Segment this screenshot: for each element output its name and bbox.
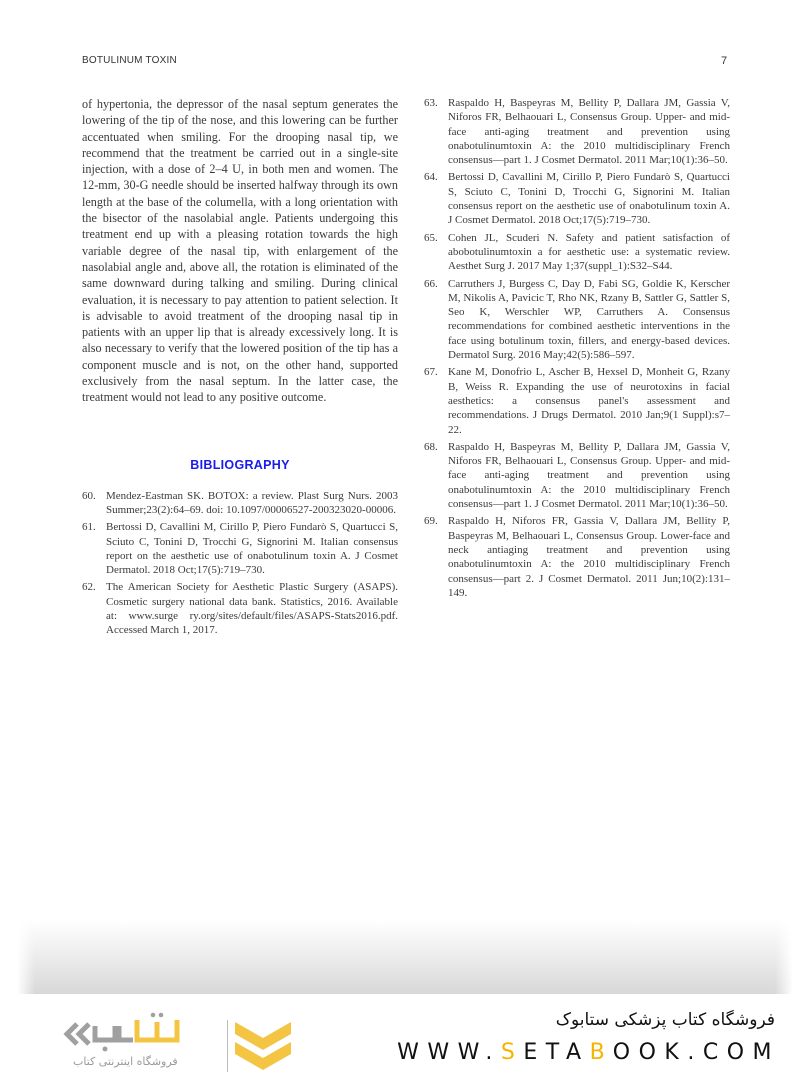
reference-number: 63. [424,97,438,109]
page-number: 7 [721,55,728,67]
reference-text: Kane M, Donofrio L, Ascher B, Hexsel D, Monheit G, Rzany B, Weiss R. Expanding the use of neurotoxins in facial aesthetics: a consensus panel's assessment and recommendations. J Drugs Dermatol. 2010 Jan;9(1 Suppl):s7–22. [448,366,730,436]
reference-number: 60. [82,489,96,502]
reference-number: 69. [424,515,438,528]
reference-item [424,170,730,227]
reference-list-right [424,96,730,600]
left-column [82,96,398,641]
url-part: OOK.COM [612,1040,780,1065]
chevron-emblem-icon [235,1018,291,1074]
shop-title: فروشگاه کتاب پزشکی ستابوک [555,1010,775,1030]
url-highlight-s: S [500,1040,524,1065]
url-highlight-b: B [589,1040,613,1065]
footer-gradient-band [17,920,793,994]
reference-number: 61. [82,521,96,534]
logo-tagline: فروشگاه اینترنتی کتاب [73,1055,178,1068]
reference-text: Raspaldo H, Baspeyras M, Bellity P, Dallara JM, Gassia V, Niforos FR, Belhaouari L, Consensus Group. Upper- and mid-face anti-aging treatment and prevention using onabotulinumtoxin A: the 2010 multidisciplinary French consensus—part 1. J Cosmet Dermatol. 2011 Mar;10(1):36–50. [448,97,730,167]
reference-number: 66. [424,277,438,290]
reference-item [82,580,398,637]
running-head: BOTULINUM TOXIN [82,55,177,66]
reference-text: Raspaldo H, Niforos FR, Gassia V, Dallara JM, Bellity P, Baspeyras M, Belhaouari L, Consensus Group. Lower-face and neck antiaging treatment and prevention using onabotulinumtoxin A: the 2010 multidisciplinary French consensus—part 2. J Cosmet Dermatol. 2011 Jun;10(2):131–149. [448,515,730,599]
reference-item [424,440,730,511]
bibliography-heading: BIBLIOGRAPHY [190,457,290,472]
reference-text: Raspaldo H, Baspeyras M, Bellity P, Dallara JM, Gassia V, Niforos FR, Belhaouari L, Consensus Group. Upper- and mid-face anti-aging treatment and prevention using onabotulinumtoxin A: the 2010 multidisciplinary French consensus—part 1. J Cosmet Dermatol. 2011 Mar;10(1):36–50. [448,440,730,511]
reference-text: Mendez-Eastman SK. BOTOX: a review. Plast Surg Nurs. 2003 Summer;23(2):64–69. doi: 10.1097/00006527-200323020-00006. [106,489,398,516]
reference-list-left [82,489,398,638]
setabook-logo[interactable] [55,1010,315,1074]
url-part: ETA [523,1040,590,1065]
reference-number: 67. [424,366,438,379]
reference-item [424,514,730,600]
setabook-wordmark-icon [55,1012,185,1054]
reference-item [424,96,730,167]
reference-text: The American Society for Aesthetic Plastic Surgery (ASAPS). Cosmetic surgery national data bank. Statistics, 2016. Available at: www.surge ry.org/sites/default/files/ASAPS-Stats2016.pdf. Accessed March 1, 2017. [106,581,398,637]
reference-text: Carruthers J, Burgess C, Day D, Fabi SG, Goldie K, Kerscher M, Nikolis A, Pavicic T, Rho NK, Rzany B, Sattler G, Sattler S, Seo K, Werschler WP, Carruthers A. Consensus recommendations for combined aesthetic interventions in the face using botulinum toxin, fillers, and energy-based devices. Dermatol Surg. 2016 May;42(5):586–597. [448,277,730,362]
reference-number: 62. [82,581,96,594]
shop-url-link[interactable] [397,1040,780,1065]
reference-text: Bertossi D, Cavallini M, Cirillo P, Piero Fundarò S, Quartucci S, Sciuto C, Tonini D, Trocchi G, Signorini M. Italian consensus report on the aesthetic use of onabotulinum toxin A. J Cosmet Dermatol. 2018 Oct;17(5):719–730. [106,521,398,577]
body-paragraph: of hypertonia, the depressor of the nasal septum generates the lowering of the tip of the nose, and this lowering can be further accentuated when smiling. For the drooping nasal tip, we recommend that the treatment be carried out in a single-site injection, with a dose of 2–4 U, in both men and women. The 12-mm, 30-G needle should be inserted halfway through its own length at the base of the columella, with a long orientation with the bisector of the nasolabial angle. Patients undergoing this treatment end up with a pleasing rotation towards the high variable degree of the nasal tip, with enlargement of the nasolabial angle and, above all, the rotation is eliminated of the same downward during talking and smiling. During clinical evaluation, it is necessary to pay attention to patient selection. It is advisable to avoid treatment of the drooping nasal tip in patients with an upper lip that is already excessively long. It is also necessary to verify that the lowered position of the tip has a component muscle and is not, on the other hand, supported exclusively from the nasal septum. In the latter case, the treatment would not lead to any positive outcome. [82,97,398,405]
reference-item [424,365,730,436]
reference-number: 68. [424,440,438,453]
reference-item [424,231,730,274]
reference-text: Bertossi D, Cavallini M, Cirillo P, Piero Fundarò S, Quartucci S, Sciuto C, Tonini D, Trocchi G, Signorini M. Italian consensus report on the aesthetic use of onabotulinum toxin A. J Cosmet Dermatol. 2018 Oct;17(5):719–730. [448,171,730,227]
reference-item [424,277,730,363]
url-part: WWW. [397,1040,501,1065]
reference-text: Cohen JL, Scuderi N. Safety and patient satisfaction of abobotulinumtoxin a for aesthetic use: a systematic review. Aesthet Surg J. 2017 May 1;37(suppl_1):S32–S44. [448,231,730,273]
reference-number: 65. [424,231,438,244]
reference-number: 64. [424,171,438,184]
logo-divider [227,1020,228,1072]
reference-item [82,520,398,577]
reference-item [82,489,398,518]
right-column [424,96,730,603]
